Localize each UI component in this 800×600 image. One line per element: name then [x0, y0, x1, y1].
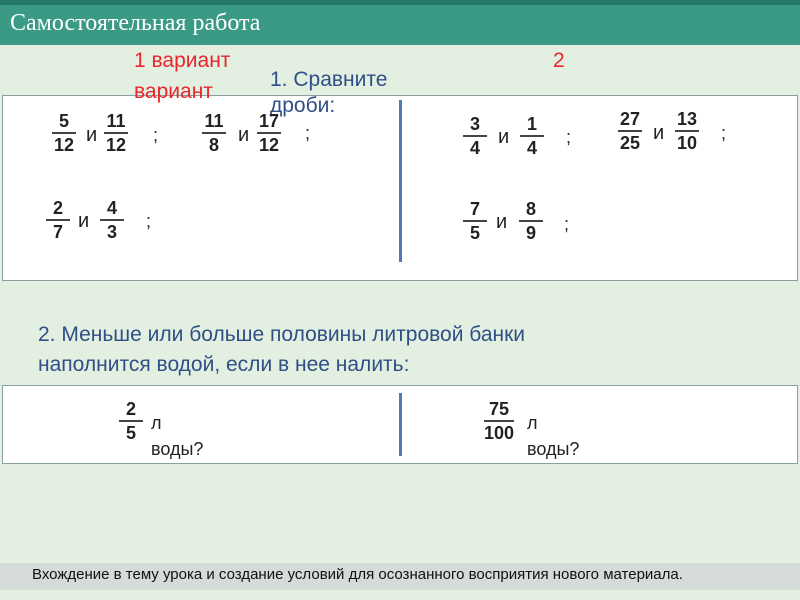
numerator: 27	[619, 109, 641, 129]
numerator: 1	[526, 114, 537, 134]
fraction	[46, 198, 70, 242]
numerator: 4	[106, 198, 117, 218]
numerator: 5	[58, 111, 69, 131]
numerator: 3	[469, 114, 480, 134]
task2-heading	[38, 320, 525, 380]
numerator: 7	[469, 199, 480, 219]
conjunction: и	[238, 124, 250, 146]
denominator: 3	[106, 221, 117, 242]
numerator: 11	[106, 111, 126, 131]
footer-text: Вхождение в тему урока и создание условий для осознанного восприятия нового материала.	[32, 566, 683, 583]
conjunction: и	[653, 122, 665, 144]
fraction	[202, 111, 226, 155]
fraction	[484, 399, 514, 443]
denominator: 10	[676, 132, 698, 153]
denominator: 25	[619, 132, 641, 153]
fraction-bar	[463, 220, 487, 222]
tail-label: воды?	[151, 439, 204, 459]
fraction-bar	[675, 130, 699, 132]
denominator: 100	[484, 422, 515, 443]
fraction	[463, 114, 487, 158]
separator: ;	[146, 211, 152, 231]
conjunction: и	[496, 211, 508, 233]
numerator: 17	[258, 111, 280, 131]
fraction-bar	[46, 219, 70, 221]
fraction	[520, 114, 544, 158]
numerator: 8	[525, 199, 536, 219]
fraction-bar	[257, 132, 281, 134]
denominator: 8	[208, 134, 219, 155]
separator: ;	[153, 125, 159, 145]
numerator: 11	[204, 111, 224, 131]
fraction	[119, 399, 143, 443]
fraction-bar	[52, 132, 76, 134]
variant1-label-2: вариант	[134, 80, 213, 103]
denominator: 12	[258, 134, 280, 155]
numerator: 75	[489, 399, 510, 419]
denominator: 12	[105, 134, 127, 155]
fraction	[618, 109, 642, 153]
denominator: 7	[52, 221, 63, 242]
variant2-label: 2	[553, 49, 565, 72]
denominator: 4	[526, 137, 537, 158]
fraction-bar	[618, 130, 642, 132]
fraction-bar	[463, 135, 487, 137]
task2-heading-line2: наполнится водой, если в нее налить:	[38, 353, 410, 376]
task1-heading	[270, 67, 430, 119]
fraction-bar	[519, 220, 543, 222]
task2-divider	[399, 393, 402, 456]
numerator: 13	[676, 109, 698, 129]
conjunction: и	[498, 126, 510, 148]
fraction-bar	[520, 135, 544, 137]
slide-title: Самостоятельная работа	[10, 10, 261, 36]
separator: ;	[564, 214, 570, 234]
separator: ;	[305, 123, 311, 143]
denominator: 5	[469, 222, 480, 243]
task1-number: 1.	[270, 68, 288, 91]
denominator: 5	[125, 422, 136, 443]
denominator: 9	[525, 222, 536, 243]
task2-text-1: Меньше или больше половины литровой банки	[55, 323, 526, 346]
separator: ;	[721, 123, 727, 143]
numerator: 2	[125, 399, 136, 419]
task1-text: Сравните дроби:	[270, 68, 388, 117]
variant1-label: 1 вариант	[134, 49, 231, 72]
fraction	[519, 199, 543, 243]
denominator: 4	[469, 137, 480, 158]
task1-divider	[399, 100, 402, 262]
task2-answer-text	[527, 410, 579, 462]
conjunction: и	[78, 210, 90, 232]
denominator: 12	[53, 134, 75, 155]
conjunction: и	[86, 124, 98, 146]
unit-label: л	[151, 413, 162, 433]
fraction-bar	[484, 420, 514, 422]
fraction	[675, 109, 699, 153]
fraction	[104, 111, 128, 155]
fraction-bar	[119, 420, 143, 422]
fraction-bar	[202, 132, 226, 134]
fraction-bar	[100, 219, 124, 221]
fraction-bar	[104, 132, 128, 134]
unit-label: л	[527, 413, 538, 433]
fraction	[257, 111, 281, 155]
tail-label: воды?	[527, 439, 580, 459]
separator: ;	[566, 127, 572, 147]
fraction	[52, 111, 76, 155]
fraction	[100, 198, 124, 242]
task2-number: 2.	[38, 323, 56, 346]
task2-answer-text	[151, 410, 203, 462]
fraction	[463, 199, 487, 243]
numerator: 2	[52, 198, 63, 218]
task2-heading-line1	[38, 320, 525, 350]
